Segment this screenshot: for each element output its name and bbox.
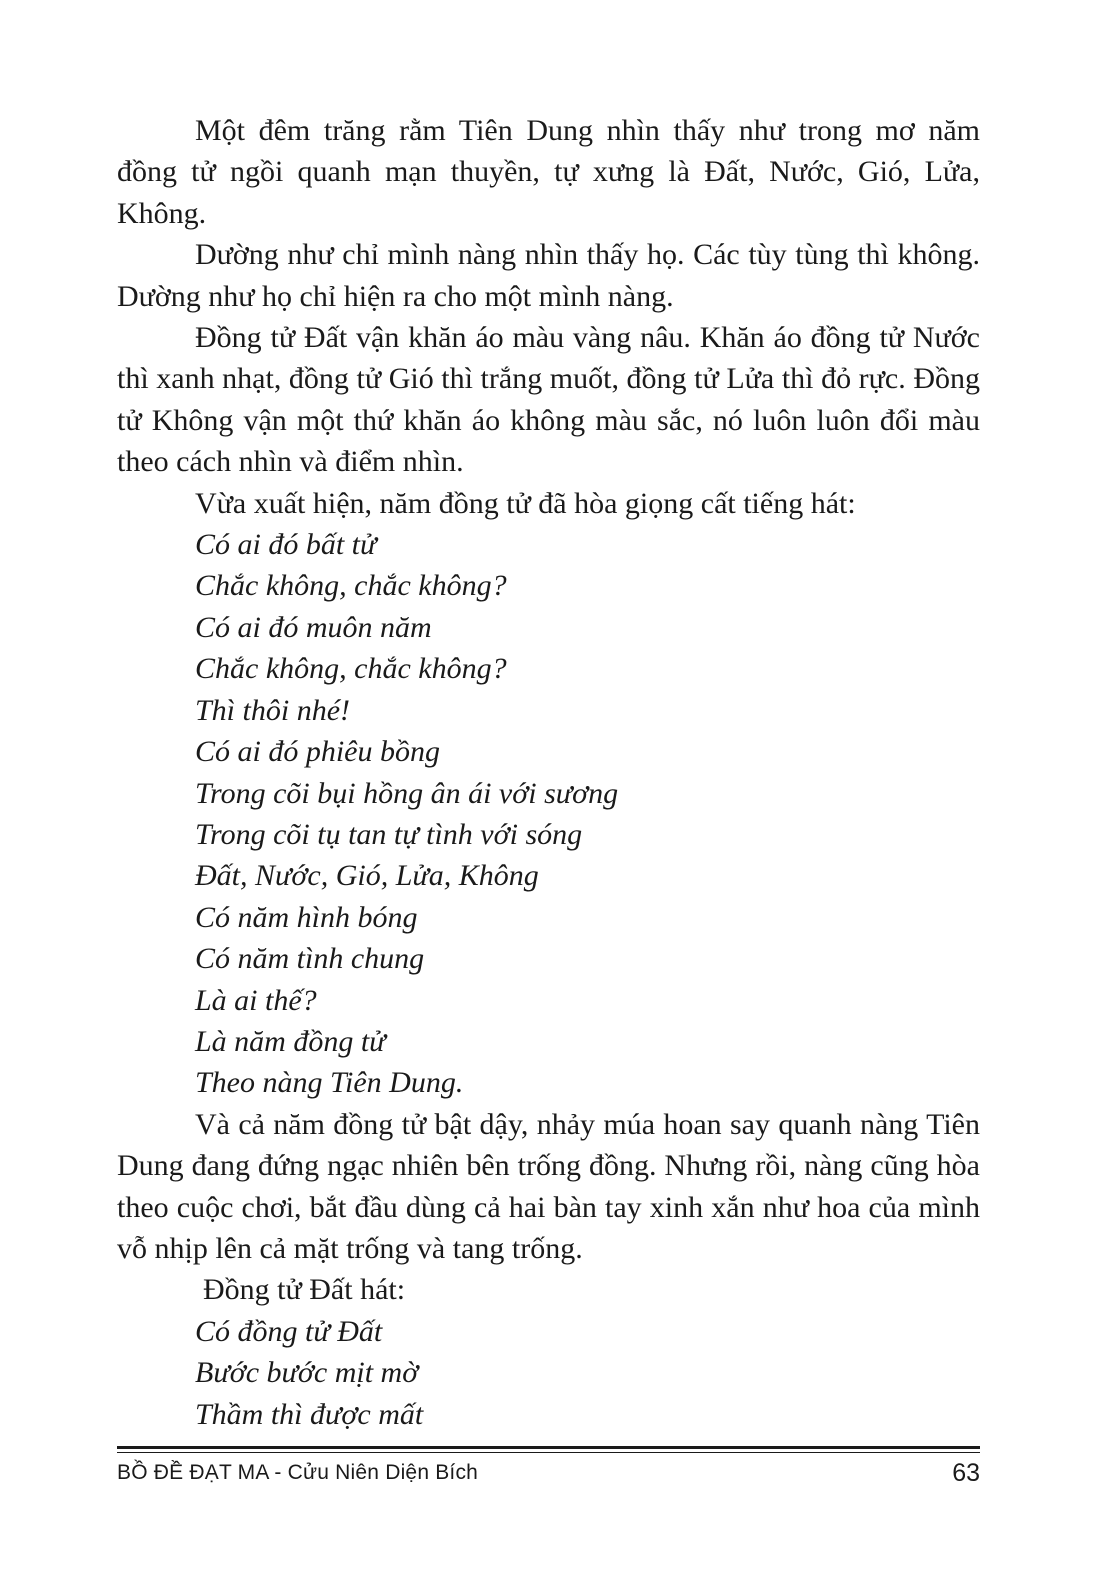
verse-line: Theo nàng Tiên Dung. [195, 1066, 464, 1100]
verse-line: Bước bước mịt mờ [195, 1356, 419, 1390]
verse-line: Thì thôi nhé! [195, 693, 350, 727]
speaker-line: Đồng tử Đất hát: [203, 1273, 406, 1307]
page-body [117, 110, 980, 1435]
verse-line: Trong cõi bụi hồng ân ái với sương [195, 776, 619, 810]
verse-line: Chắc không, chắc không? [195, 652, 507, 686]
footer-rule-thin [117, 1452, 980, 1453]
paragraph-1: Một đêm trăng rằm Tiên Dung nhìn thấy như trong mơ năm đồng tử ngồi quanh mạn thuyền, tự xưng là Đất, Nước, Gió, Lửa, Không. [117, 114, 980, 230]
verse-line: Có năm hình bóng [195, 900, 418, 934]
footer-book-title: BỒ ĐỀ ĐẠT MA - Cửu Niên Diện Bích [117, 1461, 479, 1484]
verse-line: Có đồng tử Đất [195, 1314, 383, 1348]
paragraph-4: Vừa xuất hiện, năm đồng tử đã hòa giọng cất tiếng hát: [195, 486, 856, 520]
verse-line: Có ai đó muôn năm [195, 610, 432, 644]
footer-rule [117, 1446, 980, 1449]
verse-line: Có ai đó bất tử [195, 528, 377, 562]
verse-line: Chắc không, chắc không? [195, 569, 507, 603]
verse-line: Trong cõi tụ tan tự tình với sóng [195, 817, 583, 851]
verse-line: Thầm thì được mất [195, 1397, 424, 1431]
paragraph-3: Đồng tử Đất vận khăn áo màu vàng nâu. Khăn áo đồng tử Nước thì xanh nhạt, đồng tử Gió thì trắng muốt, đồng tử Lửa thì đỏ rực. Đồng tử Không vận một thứ khăn áo không màu sắc, nó luôn luôn đổi màu theo cách nhìn và điểm nhìn. [117, 321, 980, 479]
song-verse-2 [117, 1311, 980, 1435]
verse-line: Đất, Nước, Gió, Lửa, Không [195, 859, 539, 893]
verse-line: Là ai thế? [195, 983, 317, 1017]
verse-line: Có năm tình chung [195, 942, 425, 976]
song-verse-1 [117, 524, 980, 1104]
verse-line: Có ai đó phiêu bồng [195, 735, 440, 769]
page-number: 63 [952, 1459, 980, 1487]
paragraph-2: Dường như chỉ mình nàng nhìn thấy họ. Các tùy tùng thì không. Dường như họ chỉ hiện ra cho một mình nàng. [117, 238, 980, 313]
page-footer [117, 1458, 980, 1490]
verse-line: Là năm đồng tử [195, 1024, 386, 1058]
paragraph-5: Và cả năm đồng tử bật dậy, nhảy múa hoan say quanh nàng Tiên Dung đang đứng ngạc nhiên bên trống đồng. Nhưng rồi, nàng cũng hòa theo cuộc chơi, bắt đầu dùng cả hai bàn tay xinh xắn như hoa của mình vỗ nhịp lên cả mặt trống và tang trống. [117, 1107, 980, 1265]
